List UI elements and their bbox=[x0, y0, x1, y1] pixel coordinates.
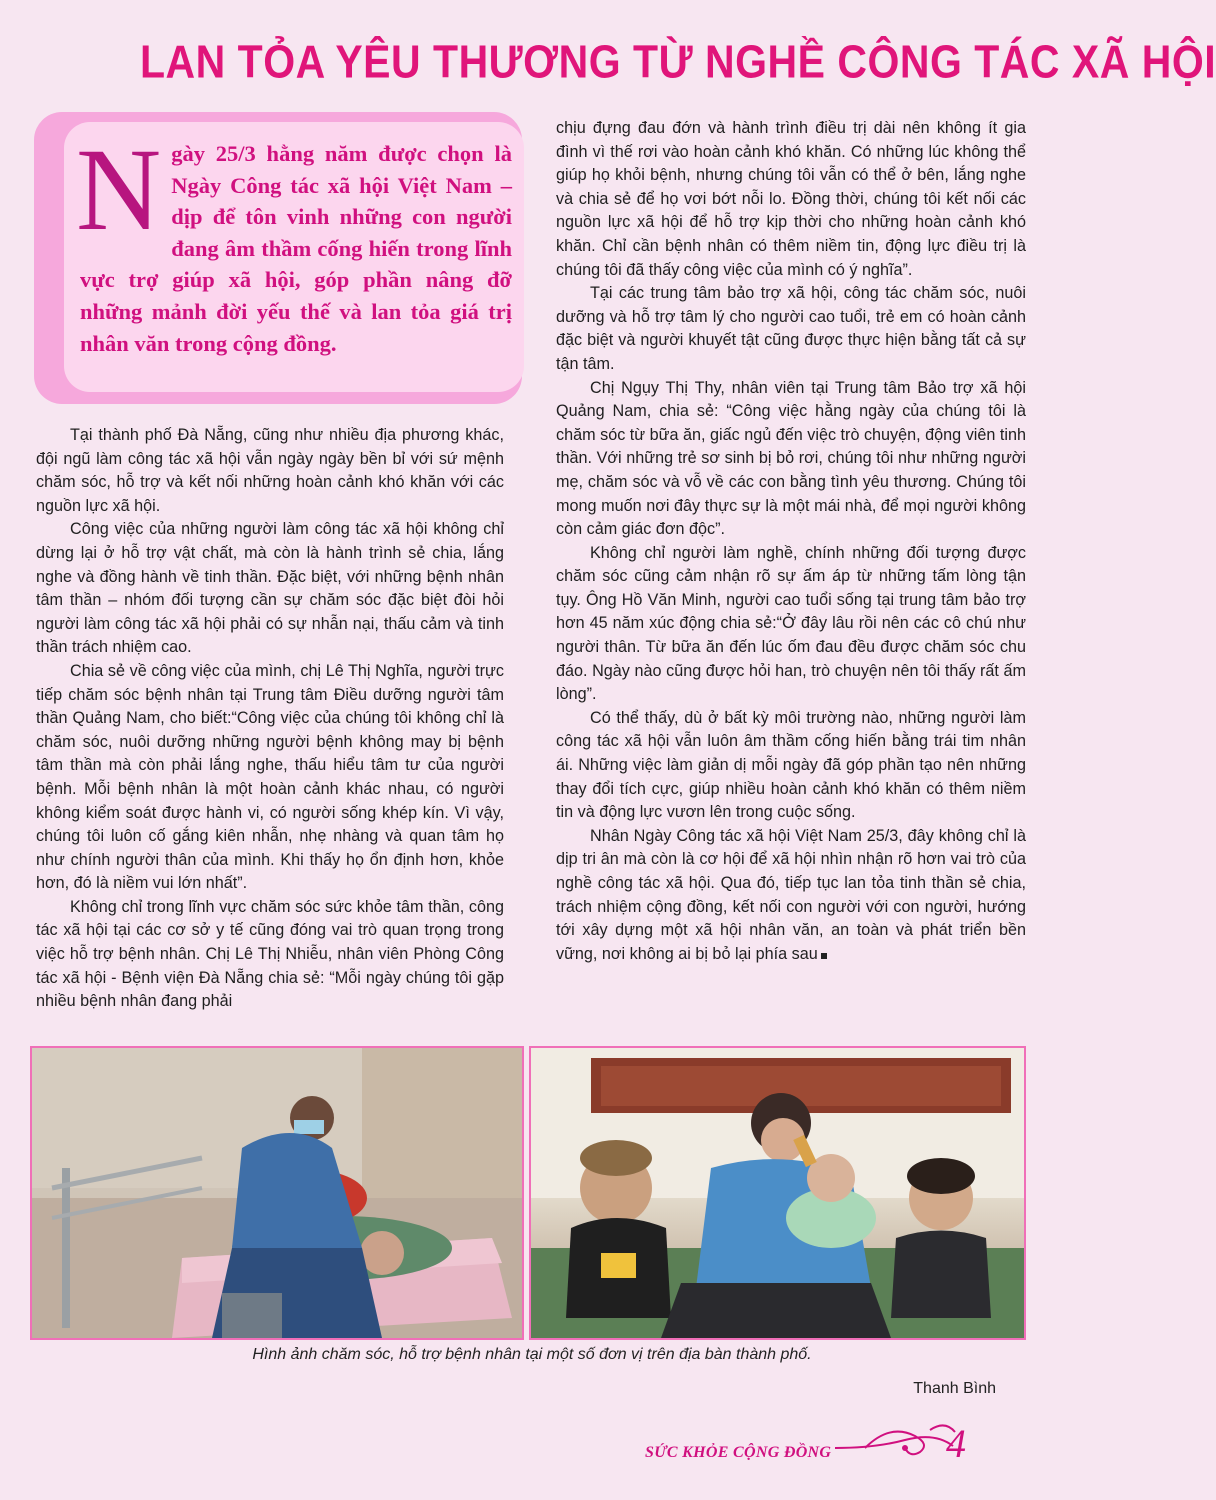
paragraph: Có thể thấy, dù ở bất kỳ môi trường nào, những người làm công tác xã hội vẫn luôn âm thầm cống hiến bằng trái tim nhân ái. Những việc làm giản dị mỗi ngày đã góp phần tạo nên những thay đổi tích cực, giúp nhiều hoàn cảnh khó khăn có thêm niềm tin và động lực vươn lên trong cuộc sống. bbox=[556, 708, 1026, 822]
paragraph: chịu đựng đau đớn và hành trình điều trị dài nên không ít gia đình vì thế rơi vào hoàn cảnh khó khăn. Có những lúc không thể giúp họ khỏi bệnh, nhưng chúng tôi vẫn có thể ở bên, lắng nghe và chia sẻ để họ vơi bớt nỗi lo. Đồng thời, chúng tôi kết nối các nguồn lực xã hội để hỗ trợ kịp thời cho những hoàn cảnh khó khăn. Chỉ cần bệnh nhân có thêm niềm tin, động lực điều trị là chúng tôi đã thấy công việc của mình có ý nghĩa”. bbox=[556, 119, 1026, 279]
paragraph: Không chỉ trong lĩnh vực chăm sóc sức khỏe tâm thần, công tác xã hội tại các cơ sở y tế cũng đóng vai trò quan trọng trong việc hỗ trợ bệnh nhân. Chị Lê Thị Nhiễu, nhân viên Phòng Công tác xã hội - Bệnh viện Đà Nẵng chia sẻ: “Mỗi ngày chúng tôi gặp nhiều bệnh nhân đang phải bbox=[36, 897, 504, 1011]
right-column bbox=[556, 117, 1026, 966]
drop-cap: N bbox=[76, 124, 162, 255]
paragraph: Tại các trung tâm bảo trợ xã hội, công tác chăm sóc, nuôi dưỡng và hỗ trợ tâm lý cho người cao tuổi, trẻ em có hoàn cảnh đặc biệt và người khuyết tật cũng được thực hiện bằng tất cả sự tận tâm. bbox=[556, 284, 1026, 373]
paragraph: Không chỉ người làm nghề, chính những đối tượng được chăm sóc cũng cảm nhận rõ sự ấm áp từ những tấm lòng tận tụy. Ông Hồ Văn Minh, người cao tuổi sống tại trung tâm bảo trợ hơn 45 năm xúc động chia sẻ:“Ở đây lâu rồi nên các cô chú như người thân. Từ bữa ăn đến lúc ốm đau đều được chăm sóc chu đáo. Ngày nào cũng được hỏi han, trò chuyện nên tôi thấy rất ấm lòng”. bbox=[556, 543, 1026, 704]
page-number: 4 bbox=[946, 1421, 966, 1466]
paragraph-text: Nhân Ngày Công tác xã hội Việt Nam 25/3, đây không chỉ là dịp tri ân mà còn là cơ hội để xã hội nhìn nhận rõ hơn vai trò của nghề công tác xã hội. Qua đó, tiếp tục lan tỏa tinh thần sẻ chia, trách nhiệm cộng đồng, kết nối con người với con người, hướng tới xây dựng một xã hội nhân văn, an toàn và phát triển bền vững, nơi không ai bị bỏ lại phía sau bbox=[556, 826, 1026, 963]
magazine-name: SỨC KHỎE CỘNG ĐỒNG bbox=[645, 1444, 832, 1461]
lead-text: gày 25/3 hằng năm được chọn là Ngày Công tác xã hội Việt Nam – dịp để tôn vinh những con người đang âm thầm cống hiến trong lĩnh vực trợ giúp xã hội, góp phần nâng đỡ những mảnh đời yếu thế và lan tỏa giá trị nhân văn trong cộng đồng. bbox=[80, 141, 512, 356]
photo-caregiver-children-drawing bbox=[531, 1048, 1024, 1338]
photo-caregiver-hospital-drawing bbox=[32, 1048, 522, 1338]
end-mark-icon bbox=[821, 953, 827, 959]
paragraph: Tại thành phố Đà Nẵng, cũng như nhiều địa phương khác, đội ngũ làm công tác xã hội vẫn ngày ngày bền bỉ với sứ mệnh chăm sóc, hỗ trợ và kết nối những hoàn cảnh khó khăn với các nguồn lực xã hội. bbox=[36, 426, 504, 515]
paragraph: Công việc của những người làm công tác xã hội không chỉ dừng lại ở hỗ trợ vật chất, mà còn là hành trình sẻ chia, lắng nghe và đồng hành về tinh thần. Đặc biệt, với những bệnh nhân tâm thần – nhóm đối tượng cần sự chăm sóc đặc biệt đòi hỏi người làm công tác xã hội phải có sự nhẫn nại, thấu cảm và tinh thần trách nhiệm cao. bbox=[36, 520, 504, 657]
photo-caption: Hình ảnh chăm sóc, hỗ trợ bệnh nhân tại một số đơn vị trên địa bàn thành phố. bbox=[252, 1346, 812, 1363]
lead-text-block bbox=[64, 122, 524, 392]
paragraph: Chia sẻ về công việc của mình, chị Lê Thị Nghĩa, người trực tiếp chăm sóc bệnh nhân tại Trung tâm Điều dưỡng người tâm thần Quảng Nam, cho biết:“Công việc của chúng tôi không chỉ là chăm sóc, nuôi dưỡng những người bệnh không may bị bệnh tâm thần mà còn phải lắng nghe, thấu hiểu tâm tư của người bệnh. Mỗi bệnh nhân là một hoàn cảnh khác nhau, có người không kiểm soát được hành vi, có người sống khép kín. Vì vậy, chúng tôi luôn cố gắng kiên nhẫn, nhẹ nhàng và quan tâm họ như chính người thân của mình. Khi thấy họ ổn định hơn, khỏe hơn, đó là niềm vui lớn nhất”. bbox=[36, 661, 504, 893]
photo-caregiver-children bbox=[529, 1046, 1026, 1340]
left-column bbox=[36, 424, 504, 1014]
paragraph: Chị Ngụy Thị Thy, nhân viên tại Trung tâm Bảo trợ xã hội Quảng Nam, chia sẻ: “Công việc hằng ngày của chúng tôi là chăm sóc từ bữa ăn, giấc ngủ đến việc trò chuyện, động viên tinh thần. Với những trẻ sơ sinh bị bỏ rơi, chúng tôi như những người mẹ, chăm sóc và vỗ về các con bằng tình yêu thương. Chúng tôi mong muốn nơi đây thực sự là một mái nhà, để mọi người không còn cảm giác đơn độc”. bbox=[556, 378, 1026, 539]
paragraph-last bbox=[556, 825, 1026, 967]
photo-caregiver-hospital bbox=[30, 1046, 524, 1340]
author-byline: Thanh Bình bbox=[913, 1380, 996, 1397]
article-title: LAN TỎA YÊU THƯƠNG TỪ NGHỀ CÔNG TÁC XÃ HỘI bbox=[140, 36, 1216, 88]
lead-box bbox=[34, 112, 522, 404]
